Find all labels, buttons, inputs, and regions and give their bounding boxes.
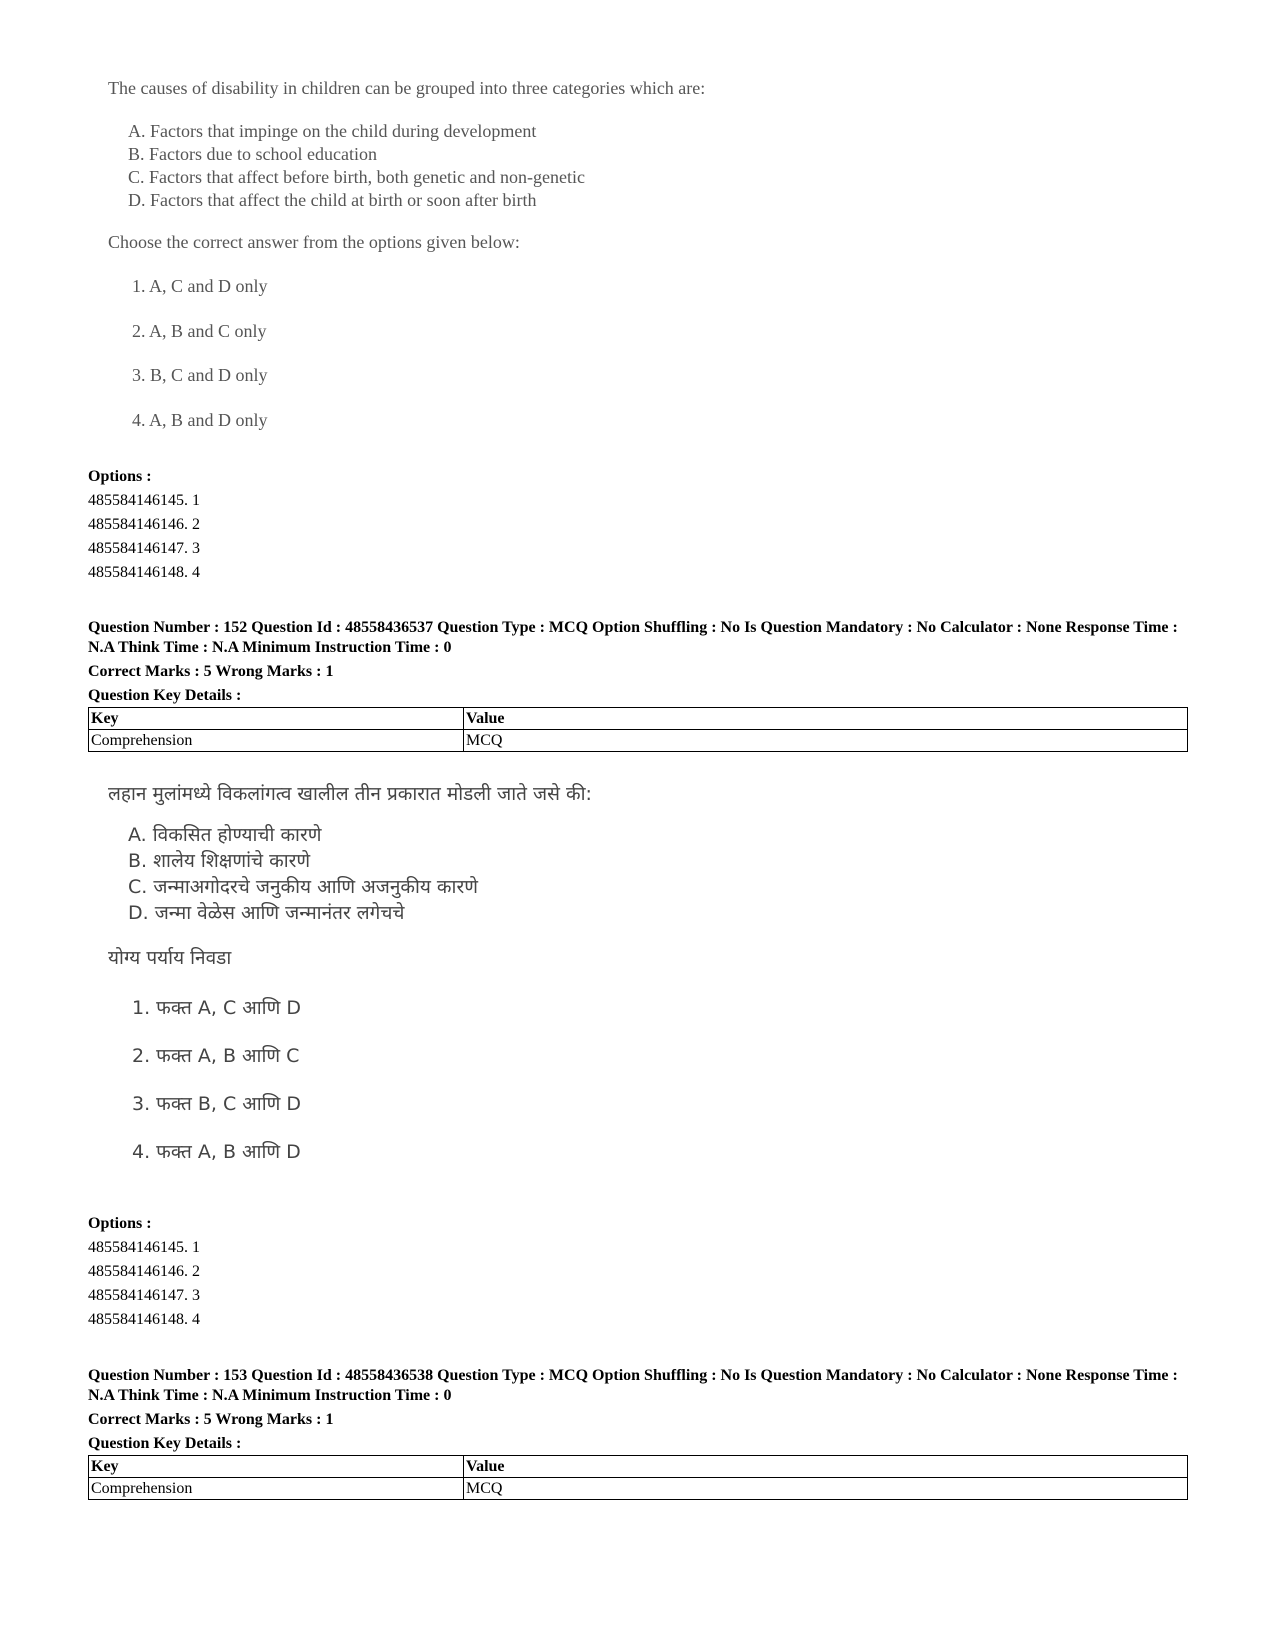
choice-4: 4. फक्त A, B आणि D (132, 1141, 301, 1163)
table-header-row (89, 708, 1188, 730)
question-stem: The causes of disability in children can be grouped into three categories which are: (108, 78, 706, 98)
question-meta: Question Number : 153 Question Id : 48558436538 Question Type : MCQ Option Shuffling : No Is Question Mandatory : No Calculator : None Response Time : N.A Think Time : N.A Minimum Instruction Time : 0 (88, 1367, 1178, 1404)
table-header-row (89, 1456, 1188, 1478)
statement-d: D. Factors that affect the child at birth or soon after birth (128, 190, 537, 210)
option-item: 485584146146. 2 (88, 1263, 200, 1280)
question-meta: Question Number : 152 Question Id : 48558436537 Question Type : MCQ Option Shuffling : No Is Question Mandatory : No Calculator : None Response Time : N.A Think Time : N.A Minimum Instruction Time : 0 (88, 619, 1178, 656)
table-cell-value: MCQ (464, 730, 1188, 752)
key-details-label: Question Key Details : (88, 1435, 242, 1452)
statement-a: A. Factors that impinge on the child during development (128, 121, 537, 141)
choice-2: 2. फक्त A, B आणि C (132, 1045, 300, 1067)
table-cell-key: Comprehension (89, 730, 464, 752)
table-header-key: Key (89, 1456, 464, 1478)
statement-b: B. शालेय शिक्षणांचे कारणे (128, 850, 311, 872)
option-item: 485584146145. 1 (88, 492, 200, 509)
marks-line: Correct Marks : 5 Wrong Marks : 1 (88, 663, 334, 680)
choice-1: 1. A, C and D only (132, 276, 268, 296)
table-row (89, 1478, 1188, 1500)
question-instruction: Choose the correct answer from the options given below: (108, 232, 520, 252)
options-heading: Options : (88, 468, 152, 485)
key-details-label: Question Key Details : (88, 687, 242, 704)
table-header-value: Value (464, 708, 1188, 730)
choice-4: 4. A, B and D only (132, 410, 268, 430)
question-key-table (88, 1455, 1188, 1500)
option-item: 485584146145. 1 (88, 1239, 200, 1256)
table-cell-key: Comprehension (89, 1478, 464, 1500)
marks-line: Correct Marks : 5 Wrong Marks : 1 (88, 1411, 334, 1428)
option-item: 485584146148. 4 (88, 1311, 200, 1328)
choice-1: 1. फक्त A, C आणि D (132, 997, 301, 1019)
option-item: 485584146147. 3 (88, 540, 200, 557)
table-row (89, 730, 1188, 752)
table-header-value: Value (464, 1456, 1188, 1478)
question-key-table (88, 707, 1188, 752)
statement-a: A. विकसित होण्याची कारणे (128, 824, 322, 846)
question-image-marathi (108, 780, 808, 1180)
statement-b: B. Factors due to school education (128, 144, 377, 164)
option-item: 485584146148. 4 (88, 564, 200, 581)
question-instruction: योग्य पर्याय निवडा (108, 947, 232, 969)
options-heading: Options : (88, 1215, 152, 1232)
option-item: 485584146146. 2 (88, 516, 200, 533)
statement-d: D. जन्मा वेळेस आणि जन्मानंतर लगेचचे (128, 902, 405, 924)
choice-3: 3. फक्त B, C आणि D (132, 1093, 302, 1115)
table-cell-value: MCQ (464, 1478, 1188, 1500)
table-header-key: Key (89, 708, 464, 730)
question-stem: लहान मुलांमध्ये विकलांगत्व खालील तीन प्रकारात मोडली जाते जसे की: (108, 783, 592, 805)
choice-2: 2. A, B and C only (132, 321, 267, 341)
question-image-english (108, 78, 808, 458)
statement-c: C. Factors that affect before birth, both genetic and non-genetic (128, 167, 586, 187)
choice-3: 3. B, C and D only (132, 365, 268, 385)
option-item: 485584146147. 3 (88, 1287, 200, 1304)
statement-c: C. जन्माअगोदरचे जनुकीय आणि अजनुकीय कारणे (128, 876, 478, 898)
